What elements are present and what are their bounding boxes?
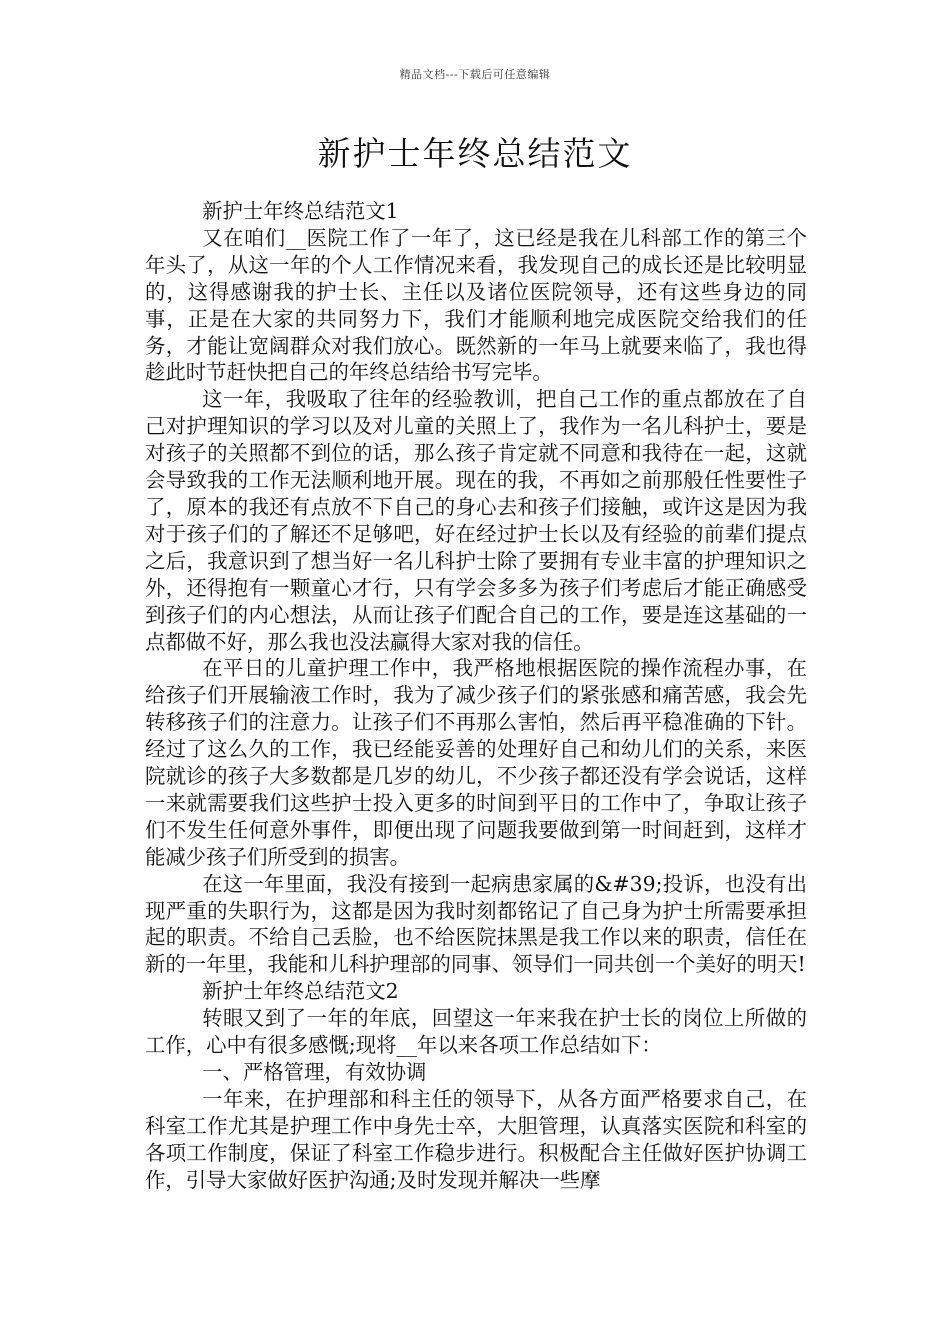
- document-title: 新护士年终总结范文: [317, 134, 633, 173]
- paragraph: 一年来，在护理部和科主任的领导下，从各方面严格要求自己，在科室工作尤其是护理工作中身先士卒，大胆管理，认真落实医院和科室的各项工作制度，保证了科室工作稳步进行。积极配合主任做好医护协调工作，引导大家做好医护沟通;及时发现并解决一些摩: [145, 1086, 807, 1192]
- section-heading-2: 新护士年终总结范文2: [202, 979, 399, 1004]
- document-body: [145, 198, 807, 1194]
- paragraph: 转眼又到了一年的年底，回望这一年来我在护士长的岗位上所做的工作，心中有很多感慨;现将__年以来各项工作总结如下：: [145, 1006, 807, 1058]
- paragraph: 在这一年里面，我没有接到一起病患家属的&#39;投诉，也没有出现严重的失职行为，这都是因为我时刻都铭记了自己身为护士所需要承担起的职责。不给自己丢脸，也不给医院抹黑是我工作以来的职责，信任在新的一年里，我能和儿科护理部的同事、领导们一同共创一个美好的明天!: [145, 871, 807, 977]
- paragraph: 在平日的儿童护理工作中，我严格地根据医院的操作流程办事，在给孩子们开展输液工作时，我为了减少孩子们的紧张感和痛苦感，我会先转移孩子们的注意力。让孩子们不再那么害怕，然后再平稳准确的下针。经过了这么久的工作，我已经能妥善的处理好自己和幼儿们的关系，来医院就诊的孩子大多数都是几岁的幼儿，不少孩子都还没有学会说话，这样一来就需要我们这些护士投入更多的时间到平日的工作中了，争取让孩子们不发生任何意外事件，即便出现了问题我要做到第一时间赶到，这样才能减少孩子们所受到的损害。: [145, 656, 807, 869]
- header-note: 精品文档---下载后可任意编辑: [399, 68, 551, 81]
- section-heading-1: 新护士年终总结范文1: [202, 199, 399, 223]
- paragraph: 又在咱们__医院工作了一年了，这已经是我在儿科部工作的第三个年头了，从这一年的个人工作情况来看，我发现自己的成长还是比较明显的，这得感谢我的护士长、主任以及诸位医院领导，还有这些身边的同事，正是在大家的共同努力下，我们才能顺利地完成医院交给我们的任务，才能让宽阔群众对我们放心。既然新的一年马上就要来临了，我也得趁此时节赶快把自己的年终总结给书写完毕。: [145, 225, 807, 385]
- subheading: 一、严格管理，有效协调: [202, 1060, 427, 1084]
- paragraph: 这一年，我吸取了往年的经验教训，把自己工作的重点都放在了自己对护理知识的学习以及对儿童的关照上了，我作为一名儿科护士，要是对孩子的关照都不到位的话，那么孩子肯定就不同意和我待在一起，这就会导致我的工作无法顺利地开展。现在的我，不再如之前那般任性要性子了，原本的我还有点放不下自己的身心去和孩子们接触，或许这是因为我对于孩子们的了解还不足够吧，好在经过护士长以及有经验的前辈们提点之后，我意识到了想当好一名儿科护士除了要拥有专业丰富的护理知识之外，还得抱有一颗童心才行，只有学会多多为孩子们考虑后才能正确感受到孩子们的内心想法，从而让孩子们配合自己的工作，要是连这基础的一点都做不好，那么我也没法赢得大家对我的信任。: [145, 387, 807, 654]
